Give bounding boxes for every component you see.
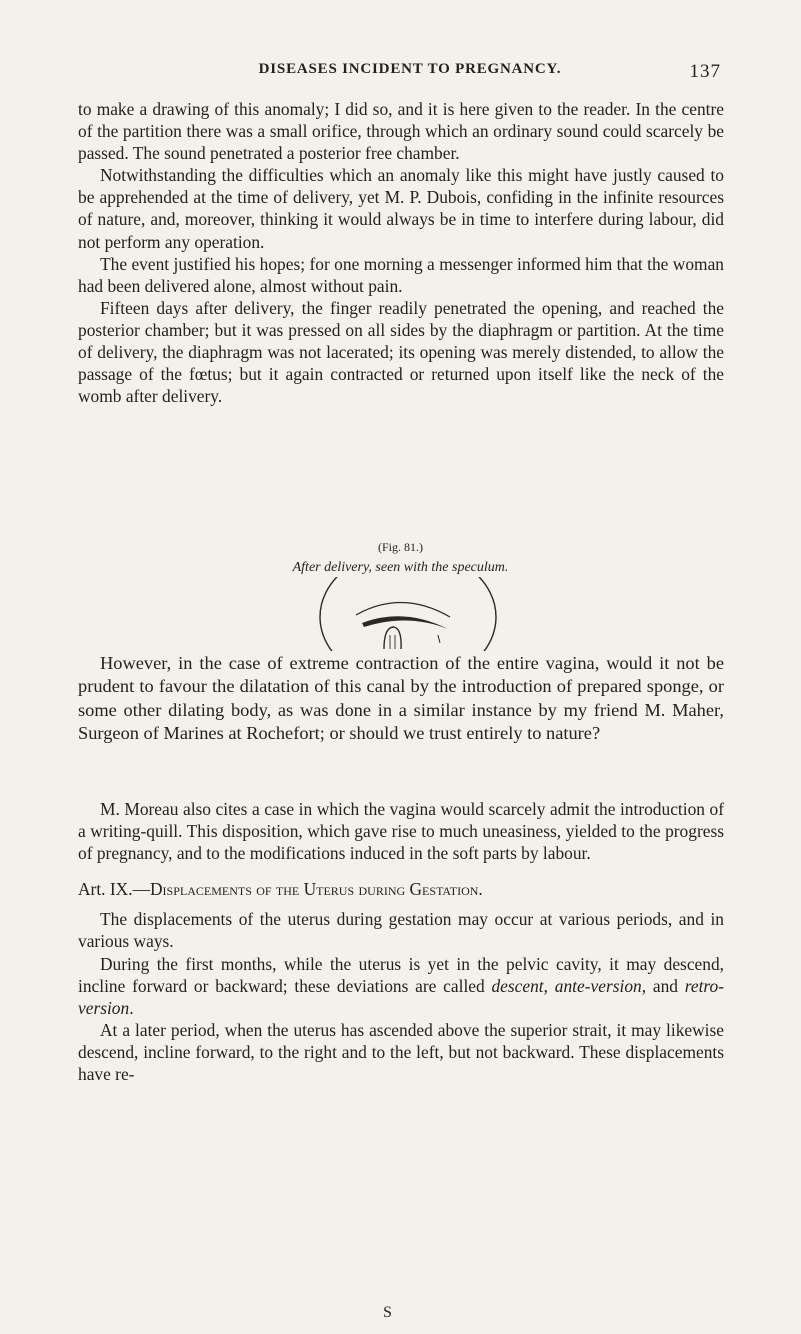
speculum-rim [320,577,496,651]
text-block-bottom [78,798,724,1085]
text-block-top [78,98,724,407]
signature-mark: S [383,1304,392,1321]
fold-mark [438,635,440,643]
separator: . [129,997,134,1018]
paragraph: The displacements of the uterus during gestation may occur at various periods, and in various ways. [78,909,724,952]
paragraph: to make a drawing of this anomaly; I did so, and it is here given to the reader. In the centre of the partition there was a small orifice, through which an ordinary sound could scarcely be passed. The sound penetrated a posterior free chamber. [78,99,724,164]
paragraph-text: During the first months, while the uterus is yet in the pelvic cavity, it may descend, incline forward or backward; these deviations are called [78,953,724,996]
orifice [384,627,401,649]
term-descent: descent [491,975,544,996]
paragraph: The event justified his hopes; for one morning a messenger informed him that the woman had been delivered alone, almost without pain. [78,253,724,296]
paragraph: At a later period, when the uterus has ascended above the superior strait, it may likewise descend, incline forward, to the right and to the left, but not backward. These displacements have re- [78,1019,724,1085]
article-title: Displacements of the Uterus during Gestation. [149,879,483,900]
separator: , and [641,975,685,996]
separator: , [543,975,555,996]
term-ante-version: ante-version [554,975,642,996]
diaphragm-upper-fold [356,602,450,617]
text-block-middle [78,652,724,746]
speculum-illustration [298,577,518,651]
orifice-shading [390,635,395,649]
running-title: DISEASES INCIDENT TO PREGNANCY. [258,61,562,77]
paragraph: M. Moreau also cites a case in which the vagina would scarcely admit the introduction of a writing-quill. This disposition, which gave rise to much uneasiness, yielded to the progress of pregnancy, and to the modifications induced in the soft parts by labour. [78,799,724,864]
term-retro-version: retro-version [78,975,725,1018]
page-number: 137 [689,61,721,82]
figure-number: (Fig. 81.) [378,540,423,554]
diaphragm-partition [362,616,448,629]
running-head [0,61,801,85]
speculum-drawing [298,577,518,651]
article-number: Art. IX.— [78,879,150,900]
figure-caption: After delivery, seen with the speculum. [292,560,509,575]
paragraph: Fifteen days after delivery, the finger readily penetrated the opening, and reached the posterior chamber; but it was pressed on all sides by the diaphragm or partition. At the time of delivery, the diaphragm was not lacerated; its opening was merely distended, to allow the passage of the fœtus; but it again contracted or returned upon itself like the neck of the womb after delivery. [78,297,724,407]
paragraph: However, in the case of extreme contraction of the entire vagina, would it not be prudent to favour the dilatation of this canal by the introduction of prepared sponge, or some other dilating body, as was done in a similar instance by my friend M. Maher, Surgeon of Marines at Rochefort; or should we trust entirely to nature? [78,653,724,744]
paragraph [78,953,724,1019]
paragraph: Notwithstanding the difficulties which an anomaly like this might have justly caused to be apprehended at the time of delivery, yet M. P. Dubois, confiding in the infinite resources of nature, and, moreover, thinking it would always be in time to interfere during labour, did not perform any operation. [78,165,724,252]
article-heading [78,878,724,900]
